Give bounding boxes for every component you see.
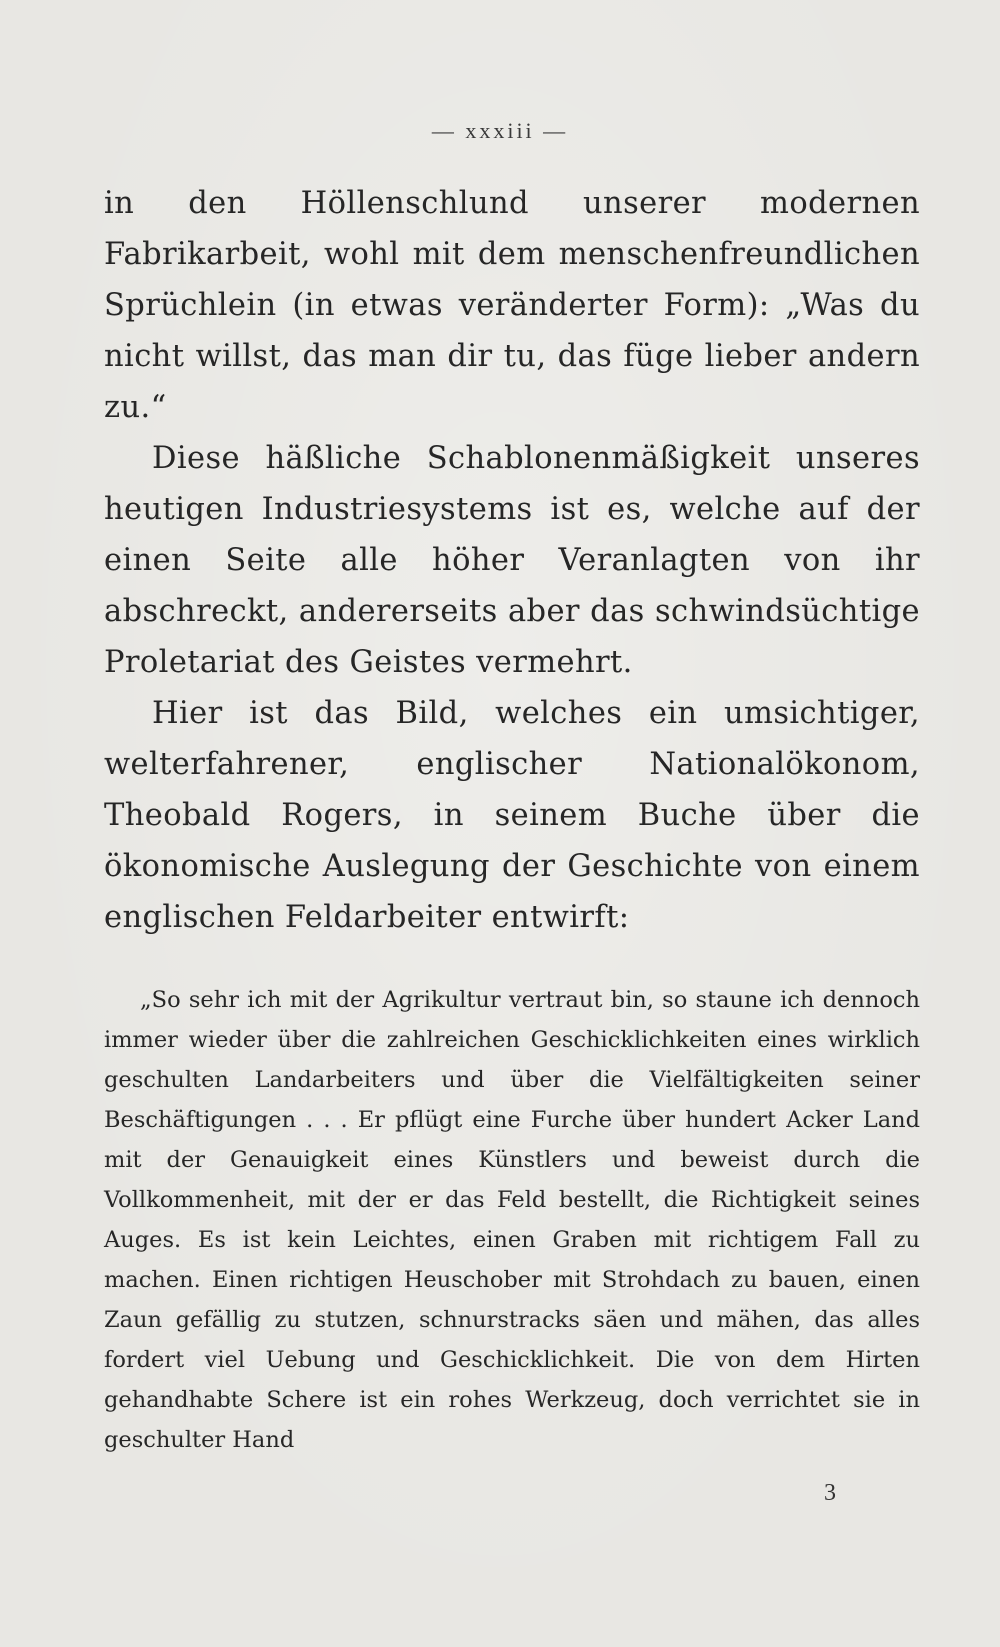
main-text xyxy=(104,178,920,943)
paragraph-3: Hier ist das Bild, welches ein umsichtiger, welterfahrener, englischer Nationalökonom, Theobald Rogers, in seinem Buche über die ökonomische Auslegung der Geschichte von einem englischen Feldarbeiter entwirft: xyxy=(104,696,920,935)
paragraph-2: Diese häßliche Schablonenmäßigkeit unseres heutigen Industriesystems ist es, welche auf der einen Seite alle höher Veranlagten von ihr abschreckt, andererseits aber das schwindsüchtige Proletariat des Geistes vermehrt. xyxy=(104,441,920,680)
signature-mark: 3 xyxy=(824,1480,836,1506)
quote-paragraph: „So sehr ich mit der Agrikultur vertraut bin, so staune ich dennoch immer wieder über die zahlreichen Geschicklichkeiten eines wirklich geschulten Landarbeiters und über die Vielfältigkeiten seiner Beschäftigungen . . . Er pflügt eine Furche über hundert Acker Land mit der Genauigkeit eines Künstlers und beweist durch die Vollkommenheit, mit der er das Feld bestellt, die Richtigkeit seines Auges. Es ist kein Leichtes, einen Graben mit richtigem Fall zu machen. Einen richtigen Heuschober mit Strohdach zu bauen, einen Zaun gefällig zu stutzen, schnurstracks säen und mähen, das alles fordert viel Uebung und Geschicklichkeit. Die von dem Hirten gehandhabte Schere ist ein rohes Werkzeug, doch verrichtet sie in geschulter Hand xyxy=(104,987,920,1453)
paragraph-1: in den Höllenschlund unserer modernen Fabrikarbeit, wohl mit dem menschenfreundlichen Sprüchlein (in etwas veränderter Form): „Was du nicht willst, das man dir tu, das füge lieber andern zu.“ xyxy=(104,186,920,425)
block-quote xyxy=(104,980,920,1460)
running-head: — xxxiii — xyxy=(431,118,569,143)
